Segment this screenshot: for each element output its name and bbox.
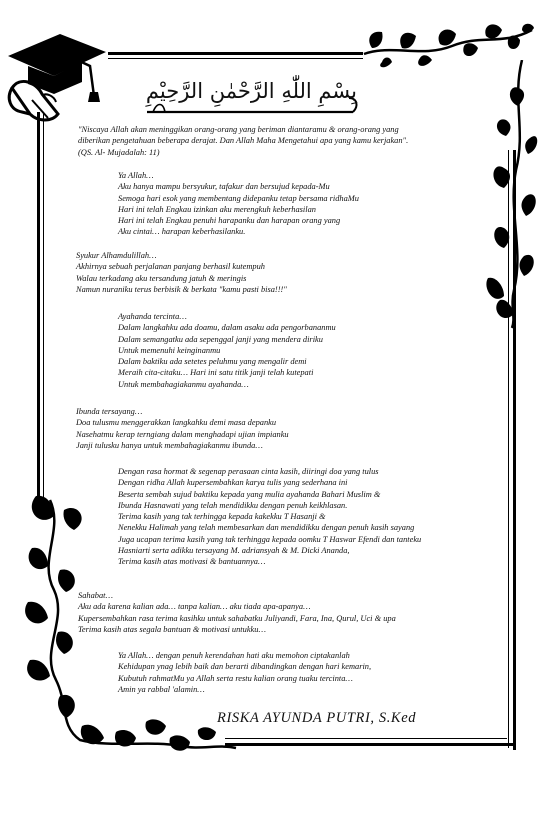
gratitude-stanza	[76, 250, 287, 295]
frame-top-line	[108, 52, 363, 55]
quran-line: diberikan pengetahuan beberapa derajat. Dan Allah Maha Mengetahui apa yang kamu kerjakan".	[78, 136, 409, 146]
stanza-line: Terima kasih atas motivasi & bantuannya…	[118, 557, 266, 567]
author-signature: RISKA AYUNDA PUTRI, S.Ked	[217, 710, 417, 726]
stanza-line: Nenekku Halimah yang telah membesarkan dan mendidikku dengan penuh kasih sayang	[118, 523, 415, 533]
frame-bottom-line-thin	[225, 738, 507, 739]
stanza-line: Hari ini telah Engkau penuhi harapanku dan harapan orang yang	[118, 216, 341, 226]
stanza-line: Kubutuh rahmatMu ya Allah serta restu kalian orang tuaku tercinta…	[118, 673, 353, 683]
prayer-stanza	[118, 170, 359, 238]
stanza-line: Aku cintai… harapan keberhasilanku.	[118, 227, 246, 237]
stanza-line: Beserta sembah sujud baktiku kepada yang mulia ayahanda Bahari Muslim &	[118, 489, 381, 499]
stanza-line: Dengan rasa hormat & segenap perasaan cinta kasih, diiringi doa yang tulus	[118, 467, 379, 476]
stanza-line: Terima kasih atas segala bantuan & motivasi untukku…	[78, 624, 266, 634]
stanza-line: Ayahanda tercinta…	[118, 312, 187, 321]
bismillah-calligraphy	[143, 72, 363, 123]
friends-stanza	[78, 590, 396, 635]
stanza-line: Janji tulusku hanya untuk membahagiakanmu ibunda…	[76, 440, 263, 450]
stanza-line: Dalam langkahku ada doamu, dalam asaku ada pengorbananmu	[118, 323, 336, 333]
mother-stanza	[76, 406, 289, 451]
right-side-vine-ornament	[482, 60, 542, 330]
stanza-line: Sahabat…	[78, 591, 113, 600]
dedication-stanza	[118, 466, 421, 568]
stanza-line: Walau terkadang aku tersandung jatuh & meringis	[76, 273, 247, 283]
stanza-line: Ibunda tersayang…	[76, 407, 143, 416]
quran-reference: (QS. Al- Mujadalah: 11)	[78, 147, 160, 157]
quran-verse	[78, 124, 408, 158]
stanza-line: Doa tulusmu menggerakkan langkahku demi masa depanku	[76, 418, 277, 428]
frame-bottom-line	[225, 743, 516, 746]
stanza-line: Hasniarti serta adikku tersayang M. adriansyah & M. Dicki Ananda,	[118, 546, 350, 556]
stanza-line: Ya Allah… dengan penuh kerendahan hati aku memohon ciptakanlah	[118, 651, 350, 660]
stanza-line: Juga ucapan terima kasih yang tak terhingga kepada oomku T Haswar Efendi dan tanteku	[118, 534, 422, 544]
frame-top-line-thin	[108, 58, 363, 59]
stanza-line: Kupersembahkan rasa terima kasihku untuk sahabatku Juliyandi, Fara, Ina, Qurul, Uci & upa	[78, 613, 396, 623]
graduation-cap-icon	[2, 26, 110, 126]
stanza-line: Semoga hari esok yang membentang didepanku tetap bersama ridhaMu	[118, 193, 359, 203]
stanza-line: Meraih cita-citaku… Hari ini satu titik janji telah kutepati	[118, 368, 314, 378]
father-stanza	[118, 311, 336, 390]
stanza-line: Untuk membahagiakanmu ayahanda…	[118, 379, 249, 389]
frame-left-line-thin	[43, 112, 44, 500]
stanza-line: Nasehatmu kerap terngiang dalam menghadapi ujian impianku	[76, 429, 289, 439]
frame-left-line	[37, 112, 40, 502]
stanza-line: Terima kasih yang tak terhingga kepada kakekku T Hasanji &	[118, 512, 326, 522]
stanza-line: Aku ada karena kalian ada… tanpa kalian… aku tiada apa-apanya…	[78, 602, 311, 612]
stanza-line: Kehidupan ynag lebih baik dan berarti dibandingkan dengan hari kemarin,	[118, 662, 372, 672]
stanza-line: Syukur Alhamdulillah…	[76, 251, 157, 260]
quran-line: "Niscaya Allah akan meninggikan orang-orang yang beriman diantaramu & orang-orang yang	[78, 125, 399, 134]
bismillah-text: بِسْمِ اللّٰهِ الرَّحْمٰنِ الرَّحِيْمِ	[145, 79, 357, 103]
closing-stanza	[118, 650, 371, 695]
stanza-line: Untuk memenuhi keinginanmu	[118, 345, 221, 355]
stanza-line: Dengan ridha Allah kupersembahkan karya tulis yang sederhana ini	[118, 478, 348, 488]
stanza-line: Ya Allah…	[118, 171, 154, 180]
stanza-line: Dalam baktiku ada setetes peluhmu yang mengalir demi	[118, 357, 307, 367]
stanza-line: Akhirnya sebuah perjalanan panjang berhasil kutempuh	[76, 262, 265, 272]
stanza-line: Aku hanya mampu bersyukur, tafakur dan bersujud kepada-Mu	[118, 182, 330, 192]
stanza-line: Dalam semangatku ada sepenggal janji yang mendera diriku	[118, 334, 323, 344]
stanza-line: Namun nuraniku terus berbisik & berkata "kamu pasti bisa!!!"	[76, 284, 287, 294]
stanza-line: Ibunda Hasnawati yang telah mendidikku dengan penuh keikhlasan.	[118, 500, 348, 510]
stanza-line: Amin ya rabbal 'alamin…	[118, 684, 205, 694]
stanza-line: Hari ini telah Engkau izinkan aku merengkuh keberhasilan	[118, 204, 316, 214]
